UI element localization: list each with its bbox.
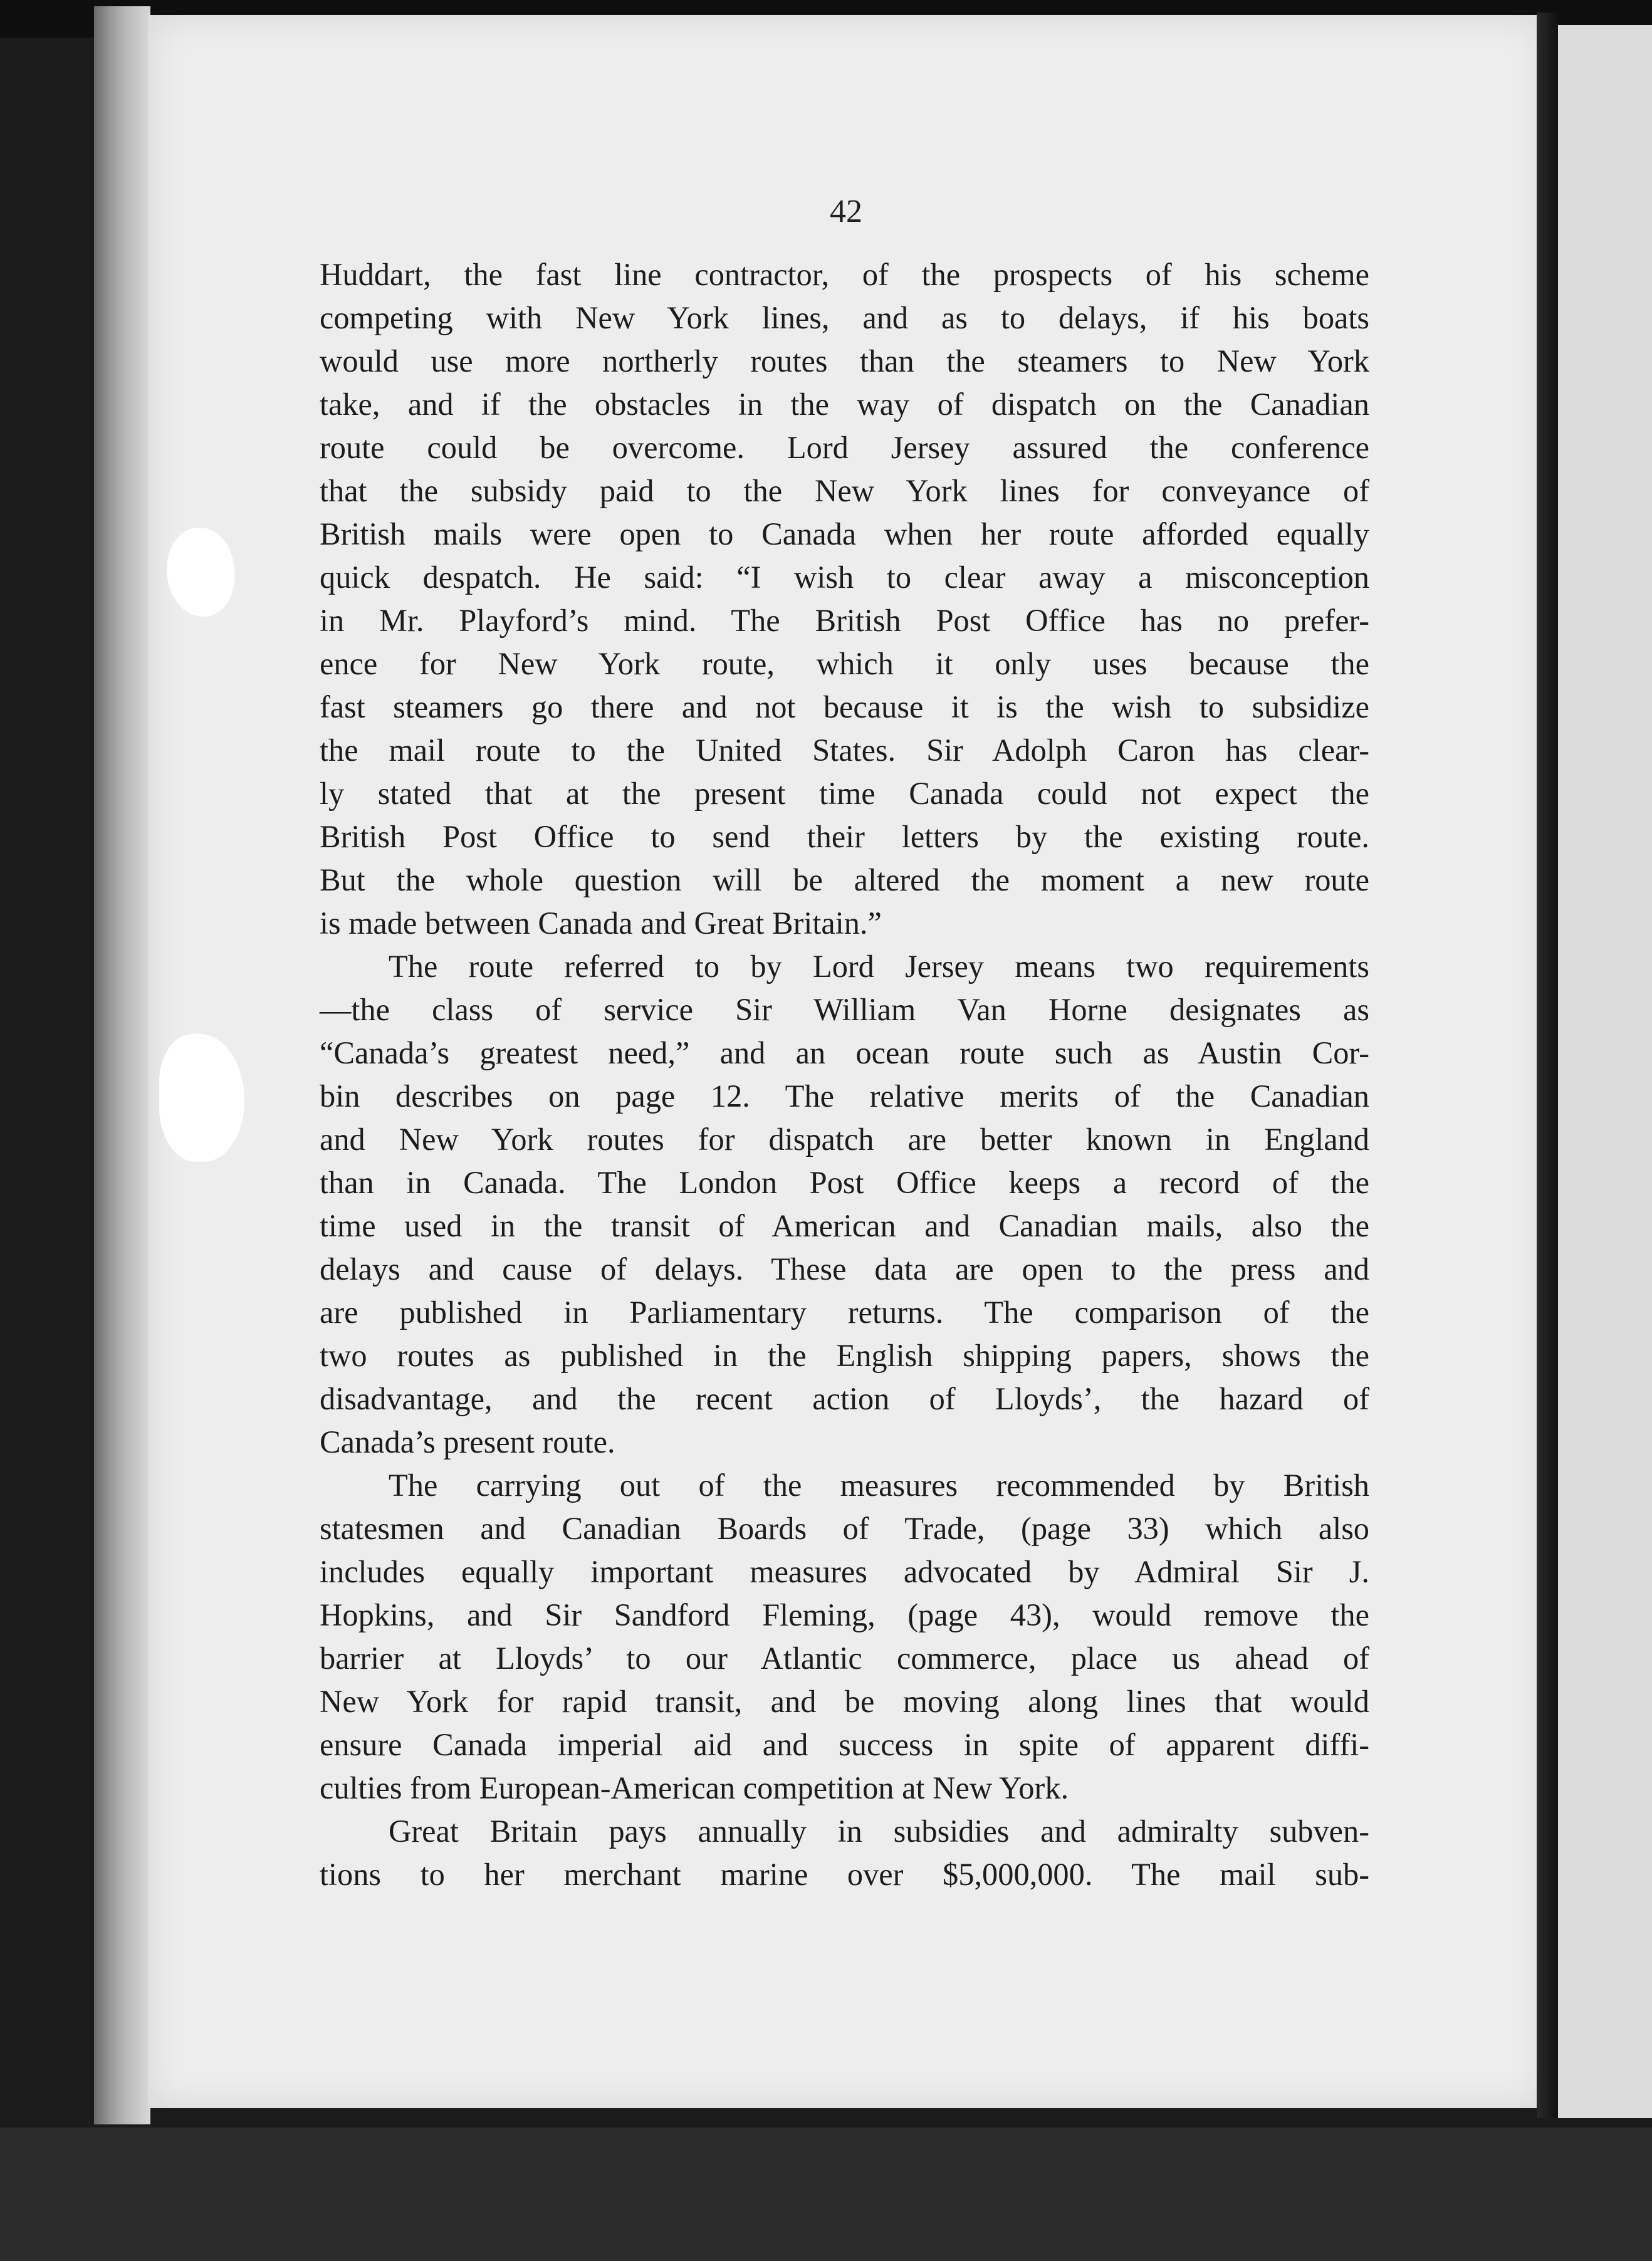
text-line: time used in the transit of American and Canadian mails, also the [320, 1208, 1369, 1243]
text-line: ly stated that at the present time Canada could not expect the [320, 776, 1369, 811]
text-line: —the class of service Sir William Van Horne designates as [320, 992, 1369, 1027]
text-line: competing with New York lines, and as to delays, if his boats [320, 300, 1369, 335]
text-line: New York for rapid transit, and be moving along lines that would [320, 1684, 1369, 1719]
text-line: But the whole question will be altered the moment a new route [320, 862, 1369, 897]
facing-page [1558, 25, 1652, 2118]
text-line: than in Canada. The London Post Office keeps a record of the [320, 1165, 1369, 1200]
scan-bottom-border [0, 2128, 1652, 2261]
text-line: quick despatch. He said: “I wish to clear away a misconception [320, 560, 1369, 595]
text-line: Great Britain pays annually in subsidies and admiralty subven- [389, 1814, 1369, 1849]
text-line: disadvantage, and the recent action of Lloyds’, the hazard of [320, 1381, 1369, 1416]
text-line: ence for New York route, which it only uses because the [320, 646, 1369, 681]
book-left-edge [94, 6, 150, 2124]
text-line: that the subsidy paid to the New York lines for conveyance of [320, 473, 1369, 508]
text-line: Canada’s present route. [320, 1424, 615, 1459]
text-line: The route referred to by Lord Jersey means two requirements [389, 949, 1369, 984]
body-text [320, 253, 1369, 1896]
text-line: barrier at Lloyds’ to our Atlantic commerce, place us ahead of [320, 1641, 1369, 1676]
text-line: route could be overcome. Lord Jersey assured the conference [320, 430, 1369, 465]
text-line: statesmen and Canadian Boards of Trade, (page 33) which also [320, 1511, 1369, 1546]
text-line: British Post Office to send their letters by the existing route. [320, 819, 1369, 854]
text-line: delays and cause of delays. These data are open to the press and [320, 1251, 1369, 1287]
text-line: Hopkins, and Sir Sandford Fleming, (page 43), would remove the [320, 1597, 1369, 1632]
text-line: culties from European-American competition at New York. [320, 1770, 1069, 1805]
text-line: fast steamers go there and not because it is the wish to subsidize [320, 689, 1369, 724]
page-number: 42 [830, 194, 862, 229]
text-line: ensure Canada imperial aid and success in spite of apparent diffi- [320, 1727, 1369, 1762]
text-line: British mails were open to Canada when her route afforded equally [320, 516, 1369, 551]
text-line: in Mr. Playford’s mind. The British Post Office has no prefer- [320, 603, 1369, 638]
text-line: the mail route to the United States. Sir Adolph Caron has clear- [320, 733, 1369, 768]
text-line: and New York routes for dispatch are better known in England [320, 1122, 1369, 1157]
text-line: The carrying out of the measures recommended by British [389, 1468, 1369, 1503]
text-line: includes equally important measures advocated by Admiral Sir J. [320, 1554, 1369, 1589]
text-line: are published in Parliamentary returns. The comparison of the [320, 1295, 1369, 1330]
text-line: take, and if the obstacles in the way of dispatch on the Canadian [320, 387, 1369, 422]
text-line: tions to her merchant marine over $5,000,000. The mail sub- [320, 1857, 1369, 1892]
text-line: is made between Canada and Great Britain.” [320, 906, 882, 941]
text-line: Huddart, the fast line contractor, of the prospects of his scheme [320, 257, 1369, 292]
book-gutter [1537, 13, 1558, 2118]
text-line: “Canada’s greatest need,” and an ocean route such as Austin Cor- [320, 1035, 1369, 1070]
text-line: bin describes on page 12. The relative merits of the Canadian [320, 1078, 1369, 1114]
text-line: two routes as published in the English shipping papers, shows the [320, 1338, 1369, 1373]
text-line: would use more northerly routes than the steamers to New York [320, 343, 1369, 379]
